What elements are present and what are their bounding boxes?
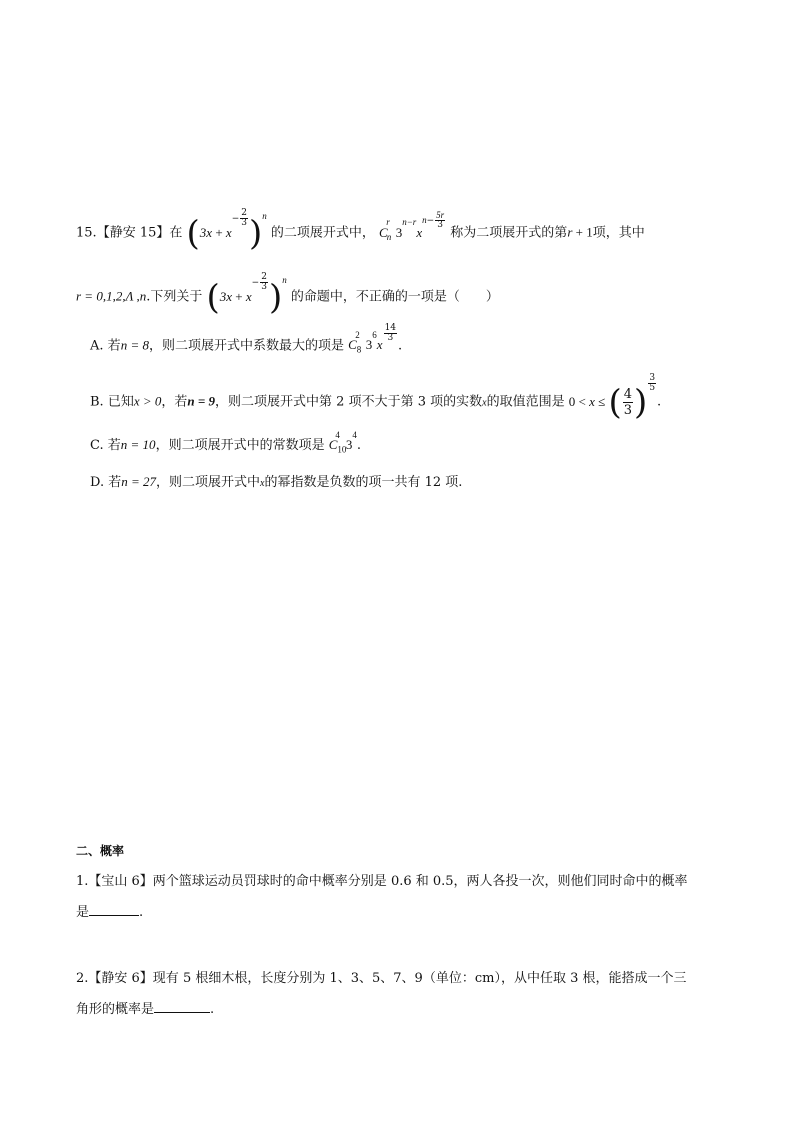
option-text: . (657, 394, 662, 410)
option-text: 若 (107, 438, 121, 453)
option-label: D. (90, 475, 105, 490)
option-condition: n = 10 (120, 437, 156, 452)
option-text: . (356, 438, 362, 453)
option-d: D. 若n = 27，则二项展开式中x的幂指数是负数的项一共有 12 项. (90, 474, 463, 490)
q1-text: . (139, 905, 144, 920)
q15-line-2 (76, 272, 499, 317)
general-term-formula: $C_n^r3^{n-r}x^{n- \frac{5r}{3}}$ (379, 210, 445, 243)
q15-text: 的二项展开式中， (270, 225, 375, 241)
option-b-range: 0 < x ≤ ( $\frac{4}{3}$ ) $^{\frac{3}{5}}$ (568, 373, 656, 422)
option-text: ，则二项展开式中的常数项是 (155, 438, 325, 453)
option-text: 的幂指数是负数的项一共有 12 项. (264, 475, 463, 490)
q15-tag: 【静安 15】 (96, 225, 170, 241)
option-a (90, 323, 403, 356)
option-text: 的取值范围是 (486, 394, 565, 410)
option-c (90, 429, 362, 456)
option-text: ，则二项展开式中系数最大的项是 (148, 338, 344, 354)
probability-q1-line-2 (76, 903, 143, 923)
probability-q1-line-1: 1.【宝山 6】两个篮球运动员罚球时的命中概率分别是 0.6 和 0.5，两人各投一次，则他们同时命中的概率 (76, 874, 688, 889)
option-b: B. 已知x > 0，若n = 9，则二项展开式中第 2 项不大于第 3 项的实数x的取值范围是 0 < x ≤ ( $\frac{4}{3}$ ) $^{\frac{3}{5}}$ . (90, 373, 662, 422)
binomial-expression: ($3x + x^{- \frac{2}{3}}$ )$^n$ (206, 272, 287, 317)
option-condition: n = 8 (120, 337, 149, 353)
answer-blank[interactable] (89, 903, 139, 916)
option-text: 若 (107, 338, 121, 354)
option-label: C. (90, 438, 104, 453)
option-text: 已知 (107, 394, 134, 410)
q15-text: 的命题中，不正确的一项是（ ） (290, 289, 499, 305)
option-label: B. (90, 394, 104, 410)
option-condition: n = 27 (121, 474, 157, 489)
option-text: ，若 (161, 394, 188, 410)
q15-text: 项，其中 (592, 225, 645, 241)
section-title: 二、概率 (76, 844, 125, 858)
q15-text: .下列关于 (146, 289, 203, 305)
q15-text: 在 (169, 225, 183, 241)
probability-q2-line-2 (76, 1000, 214, 1020)
option-condition: x > 0 (133, 393, 162, 409)
option-label: A. (90, 338, 104, 354)
option-condition: n = 9 (187, 393, 216, 409)
q2-text: 角形的概率是 (76, 1002, 155, 1017)
q1-text: 是 (76, 905, 90, 920)
option-a-formula: $C_8^23^6x$ $^{\frac{14}{3}}$ (348, 323, 397, 355)
q2-text: . (210, 1002, 215, 1017)
r-values: r = 0,1,2,Λ ,n (76, 288, 147, 304)
option-text: ，则二项展开式中第 2 项不大于第 3 项的实数 (215, 394, 483, 410)
option-text: . (398, 338, 403, 354)
option-c-formula: $C_{10}^43^4$ (328, 429, 357, 455)
q15-number: 15. (76, 225, 97, 241)
binomial-expression: ($3x + x^{- \frac{2}{3}}$ )$^n$ (186, 208, 267, 253)
option-text: ，则二项展开式中 (156, 475, 261, 490)
answer-blank[interactable] (154, 1000, 210, 1013)
q15-line-1: 15.【静安 15】在 ($3x + x^{- \frac{2}{3}}$ )$^n$ 的二项展开式中， $C_n^r3^{n-r}x^{n- \frac{5r}{3}}$ 称为二项展开式的第r + 1项，其中 (76, 208, 645, 253)
option-text: 若 (108, 475, 122, 490)
probability-q2-line-1: 2.【静安 6】现有 5 根细木根，长度分别为 1、3、5、7、9（单位：cm），从中任取 3 根，能搭成一个三 (76, 971, 687, 986)
q15-text: 称为二项展开式的第 (450, 225, 568, 241)
